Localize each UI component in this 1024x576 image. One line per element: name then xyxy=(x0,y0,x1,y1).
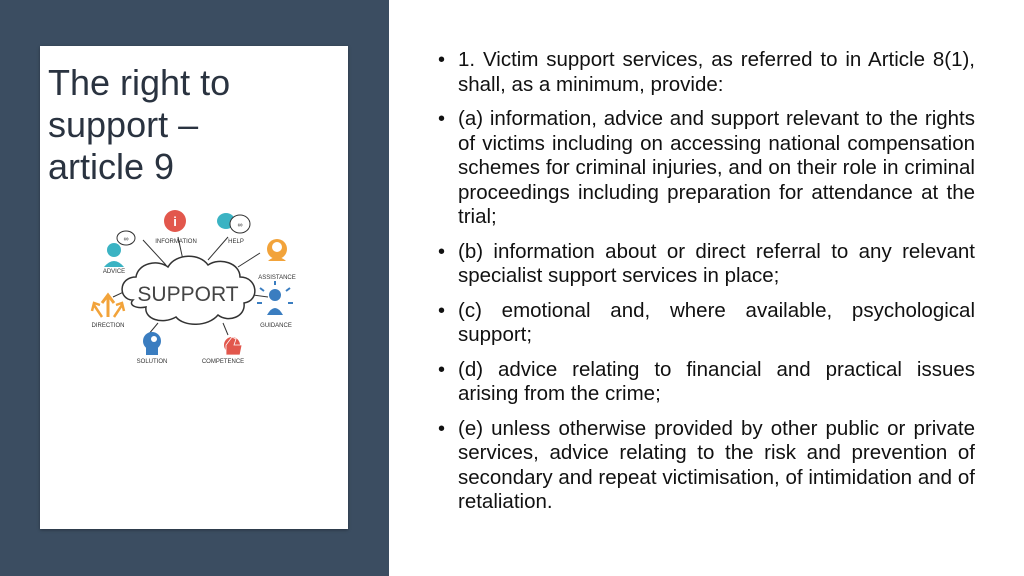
bullet-dot: • xyxy=(438,108,446,130)
svg-text:i: i xyxy=(173,214,177,229)
solution-label: SOLUTION xyxy=(136,359,168,365)
svg-text:∞: ∞ xyxy=(123,236,129,243)
svg-text:∞: ∞ xyxy=(237,222,243,229)
information-label: INFORMATION xyxy=(155,239,197,245)
bullet-content xyxy=(438,48,975,525)
bullet-item xyxy=(438,299,975,348)
arrows-icon xyxy=(92,295,124,317)
title-line-1: The right to xyxy=(48,62,231,103)
bullet-item xyxy=(438,358,975,407)
information-icon xyxy=(164,210,186,232)
support-illustration xyxy=(88,205,310,373)
solution-icon xyxy=(143,332,161,355)
bullet-dot: • xyxy=(438,358,446,381)
bullet-item xyxy=(438,48,975,97)
assistance-label: ASSISTANCE xyxy=(258,275,296,281)
bullet-item xyxy=(438,417,975,515)
thumbs-up-icon xyxy=(224,337,242,355)
bullet-text: (e) unless otherwise provided by other public or private services, advice relating to the risk and prevention of secondary and repeat victimisation, of intimidation and of retaliation. xyxy=(458,416,975,513)
bullet-list xyxy=(438,48,975,515)
bullet-dot: • xyxy=(438,240,446,263)
bullet-dot: • xyxy=(438,417,446,440)
direction-label: DIRECTION xyxy=(91,323,125,329)
bullet-text: (c) emotional and, where available, psychological support; xyxy=(458,298,975,346)
bullet-text: (a) information, advice and support relevant to the rights of victims including on accessing national compensation schemes for criminal injuries, and on their role in criminal proceedings including preparation for attendance at the trial; xyxy=(458,107,975,228)
bullet-text: 1. Victim support services, as referred to in Article 8(1), shall, as a minimum, provide: xyxy=(458,48,975,96)
headset-icon xyxy=(267,239,287,261)
support-center-label: SUPPORT xyxy=(137,283,239,306)
bullet-text: (d) advice relating to financial and practical issues arising from the crime; xyxy=(458,357,975,405)
title-line-3: article 9 xyxy=(48,146,175,187)
guidance-label: GUIDANCE xyxy=(260,323,292,329)
help-icon xyxy=(217,213,250,233)
competence-label: COMPETENCE xyxy=(201,359,245,365)
slide-title xyxy=(48,62,338,188)
guidance-icon xyxy=(257,281,293,315)
bullet-dot: • xyxy=(438,49,446,71)
help-label: HELP xyxy=(228,239,244,245)
advice-label: ADVICE xyxy=(102,269,126,275)
bullet-item xyxy=(438,107,975,230)
bullet-dot: • xyxy=(438,299,446,322)
bullet-text: (b) information about or direct referral to any relevant specialist support services in place; xyxy=(458,239,975,287)
advice-icon xyxy=(104,231,135,267)
bullet-item xyxy=(438,240,975,289)
title-line-2: support – xyxy=(48,104,199,145)
